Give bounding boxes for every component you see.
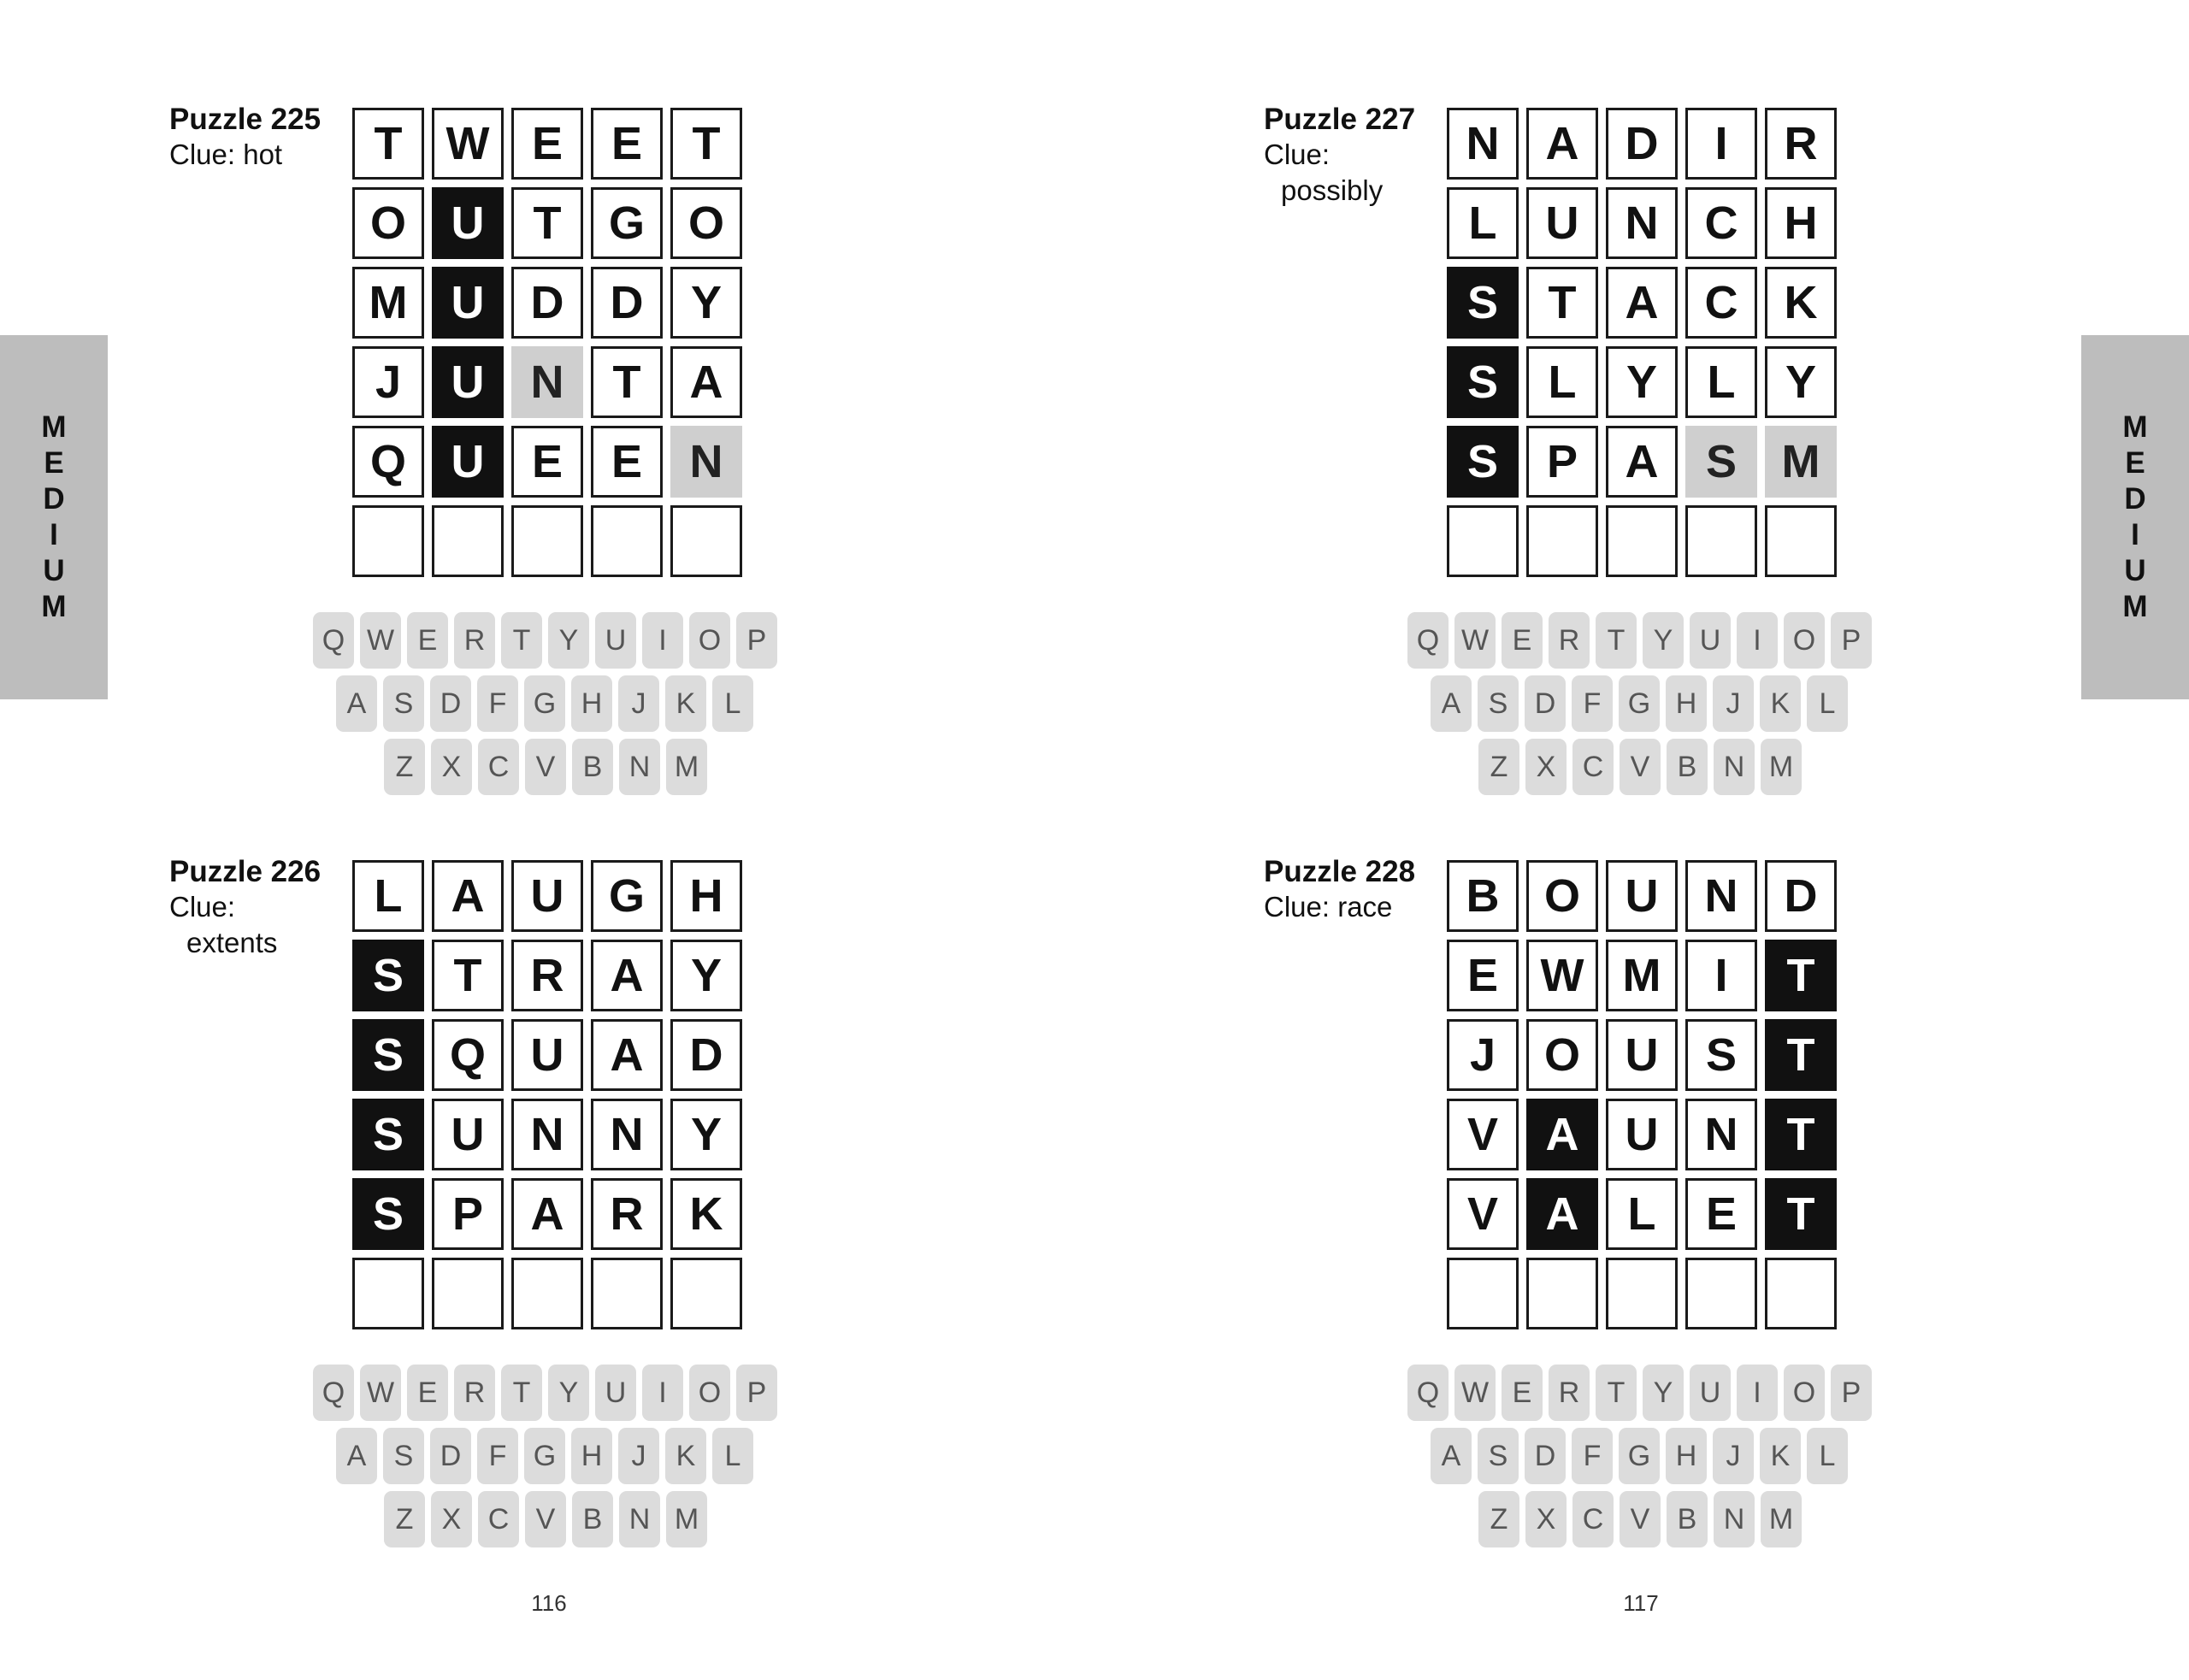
keyboard-key: Q [313, 612, 354, 669]
puzzle-title: Puzzle 227 [1264, 103, 1416, 136]
letter-tile: N [511, 346, 583, 418]
puzzle-clue [1264, 889, 1435, 925]
keyboard-key: L [712, 1428, 753, 1484]
letter-tile [1447, 505, 1519, 577]
guess-row [1447, 187, 1840, 267]
keyboard-key: J [618, 1428, 659, 1484]
puzzle-block [168, 853, 835, 1606]
letter-tile: R [591, 1178, 663, 1250]
letter-grid [1447, 108, 1840, 585]
keyboard-key: X [1525, 739, 1567, 795]
keyboard-key: F [477, 1428, 518, 1484]
page-number-right: 117 [1623, 1590, 1659, 1616]
puzzle-clue [169, 889, 340, 961]
letter-tile: Y [1765, 346, 1837, 418]
keyboard-key: X [431, 1491, 472, 1547]
letter-grid [352, 108, 746, 585]
side-tab-letter: E [44, 446, 64, 480]
puzzle-block [1262, 853, 1929, 1606]
letter-tile: L [1606, 1178, 1678, 1250]
keyboard-key: E [1502, 1365, 1543, 1421]
keyboard-key: V [1620, 1491, 1661, 1547]
keyboard-key: T [1596, 612, 1637, 669]
keyboard-key: I [1737, 1365, 1778, 1421]
letter-tile: T [432, 940, 504, 1011]
letter-tile: G [591, 860, 663, 932]
guess-row [1447, 1019, 1840, 1099]
keyboard-key: T [501, 612, 542, 669]
keyboard-key: P [736, 1365, 777, 1421]
letter-tile: U [432, 346, 504, 418]
keyboard-key: Z [1478, 1491, 1519, 1547]
letter-tile: N [1685, 1099, 1757, 1170]
keyboard-key: Q [313, 1365, 354, 1421]
letter-tile: B [1447, 860, 1519, 932]
letter-tile [1526, 505, 1598, 577]
keyboard-key: C [478, 739, 519, 795]
letter-tile: O [352, 187, 424, 259]
keyboard-key: T [501, 1365, 542, 1421]
keyboard-key: O [689, 1365, 730, 1421]
letter-tile: H [670, 860, 742, 932]
letter-tile: A [1526, 1099, 1598, 1170]
puzzle-title: Puzzle 228 [1264, 855, 1416, 888]
letter-tile: U [432, 426, 504, 498]
keyboard-key: W [360, 1365, 401, 1421]
puzzle-clue [1264, 137, 1435, 209]
keyboard-key: M [1761, 1491, 1802, 1547]
keyboard-key: O [1784, 1365, 1825, 1421]
keyboard-key: E [407, 612, 448, 669]
letter-tile: T [670, 108, 742, 180]
keyboard-key: K [1760, 675, 1801, 732]
letter-tile [670, 1258, 742, 1329]
keyboard-key: H [1666, 675, 1707, 732]
keyboard-key: S [383, 675, 424, 732]
letter-tile [1447, 1258, 1519, 1329]
letter-tile: D [1765, 860, 1837, 932]
keyboard-key: J [1713, 675, 1754, 732]
letter-tile: L [1526, 346, 1598, 418]
keyboard-key: O [1784, 612, 1825, 669]
keyboard-key: A [336, 1428, 377, 1484]
keyboard-key: A [336, 675, 377, 732]
letter-tile: U [511, 860, 583, 932]
keyboard-key: A [1431, 675, 1472, 732]
guess-row [1447, 1099, 1840, 1178]
keyboard-key: F [1572, 1428, 1613, 1484]
clue-label: Clue: [1264, 139, 1331, 170]
keyboard-key: O [689, 612, 730, 669]
letter-tile [591, 505, 663, 577]
letter-tile: A [1526, 108, 1598, 180]
guess-row [1447, 426, 1840, 505]
keyboard-key: Y [1643, 1365, 1684, 1421]
letter-tile: A [591, 940, 663, 1011]
clue-answer: hot [243, 139, 283, 170]
letter-tile: W [432, 108, 504, 180]
keyboard-key: S [1478, 1428, 1519, 1484]
side-tab-letter: I [2131, 518, 2139, 551]
letter-tile: S [1685, 1019, 1757, 1091]
letter-tile: D [511, 267, 583, 339]
side-tab-letter: D [43, 482, 65, 516]
clue-label: Clue: [1264, 891, 1331, 923]
keyboard-key: Z [384, 1491, 425, 1547]
letter-tile [1606, 505, 1678, 577]
difficulty-side-tab-right [2081, 335, 2189, 699]
letter-tile [352, 1258, 424, 1329]
keyboard-key: D [1525, 675, 1566, 732]
letter-tile: M [1765, 426, 1837, 498]
letter-tile: N [511, 1099, 583, 1170]
keyboard-key: R [1549, 612, 1590, 669]
keyboard-key: B [1667, 739, 1708, 795]
keyboard-key: N [619, 1491, 660, 1547]
keyboard-key: L [712, 675, 753, 732]
letter-tile [432, 1258, 504, 1329]
keyboard-key: L [1807, 675, 1848, 732]
letter-tile: T [1765, 1099, 1837, 1170]
letter-tile: C [1685, 187, 1757, 259]
letter-tile: Y [670, 1099, 742, 1170]
keyboard-key: W [1454, 612, 1496, 669]
guess-row [352, 1258, 746, 1337]
letter-tile: L [1685, 346, 1757, 418]
keyboard-key: D [430, 1428, 471, 1484]
letter-tile: A [511, 1178, 583, 1250]
letter-tile [1606, 1258, 1678, 1329]
letter-tile: D [591, 267, 663, 339]
letter-tile: T [591, 346, 663, 418]
difficulty-side-tab-left [0, 335, 108, 699]
letter-tile: C [1685, 267, 1757, 339]
letter-tile: S [1447, 267, 1519, 339]
side-tab-letter: M [41, 590, 67, 623]
guess-row [1447, 1178, 1840, 1258]
keyboard-key: J [618, 675, 659, 732]
keyboard-key: V [525, 739, 566, 795]
letter-tile: J [352, 346, 424, 418]
letter-tile: S [352, 940, 424, 1011]
letter-tile: O [1526, 860, 1598, 932]
keyboard-key: B [572, 1491, 613, 1547]
letter-tile: V [1447, 1178, 1519, 1250]
side-tab-letter: U [43, 554, 65, 587]
guess-row [352, 346, 746, 426]
keyboard-key: P [1831, 612, 1872, 669]
letter-tile: U [1606, 1099, 1678, 1170]
keyboard-key: F [1572, 675, 1613, 732]
letter-tile: D [670, 1019, 742, 1091]
letter-tile: E [1447, 940, 1519, 1011]
keyboard-key: X [431, 739, 472, 795]
letter-tile: K [670, 1178, 742, 1250]
keyboard-key: L [1807, 1428, 1848, 1484]
letter-tile: A [1606, 267, 1678, 339]
keyboard-key: S [1478, 675, 1519, 732]
guess-row [352, 187, 746, 267]
letter-tile: Q [352, 426, 424, 498]
puzzle-title: Puzzle 226 [169, 855, 322, 888]
keyboard-key: G [1619, 1428, 1660, 1484]
keyboard-key: X [1525, 1491, 1567, 1547]
keyboard-key: H [571, 675, 612, 732]
guess-row [352, 108, 746, 187]
keyboard-key: Q [1407, 1365, 1449, 1421]
letter-tile: A [1606, 426, 1678, 498]
guess-row [352, 426, 746, 505]
letter-tile: P [1526, 426, 1598, 498]
keyboard-key: N [619, 739, 660, 795]
letter-tile: M [352, 267, 424, 339]
keyboard-key: K [1760, 1428, 1801, 1484]
keyboard-key: D [1525, 1428, 1566, 1484]
letter-tile: E [511, 426, 583, 498]
letter-tile: R [1765, 108, 1837, 180]
keyboard-key: B [572, 739, 613, 795]
letter-tile: U [511, 1019, 583, 1091]
keyboard-key: I [642, 1365, 683, 1421]
letter-tile: H [1765, 187, 1837, 259]
keyboard-key: W [1454, 1365, 1496, 1421]
letter-tile: T [1526, 267, 1598, 339]
keyboard-key: E [1502, 612, 1543, 669]
letter-tile: U [1606, 1019, 1678, 1091]
keyboard-key: C [1572, 739, 1614, 795]
letter-tile [511, 505, 583, 577]
letter-tile: S [1685, 426, 1757, 498]
letter-tile: T [1765, 1178, 1837, 1250]
letter-tile: D [1606, 108, 1678, 180]
keyboard-key: W [360, 612, 401, 669]
keyboard-key: M [666, 1491, 707, 1547]
letter-tile: O [670, 187, 742, 259]
letter-tile: A [670, 346, 742, 418]
clue-answer: extents [186, 927, 278, 958]
keyboard-key: D [430, 675, 471, 732]
keyboard-key: U [1690, 612, 1731, 669]
keyboard-key: G [524, 675, 565, 732]
letter-tile: S [352, 1019, 424, 1091]
letter-tile: I [1685, 940, 1757, 1011]
letter-tile: A [1526, 1178, 1598, 1250]
side-tab-letter: D [2124, 482, 2146, 516]
letter-tile: T [1765, 1019, 1837, 1091]
keyboard-key: U [595, 612, 636, 669]
letter-tile: K [1765, 267, 1837, 339]
letter-tile [591, 1258, 663, 1329]
page-number-left: 116 [531, 1590, 567, 1616]
letter-tile [1685, 505, 1757, 577]
keyboard-key: P [736, 612, 777, 669]
keyboard-key: G [524, 1428, 565, 1484]
puzzle-block [168, 101, 835, 853]
letter-tile: T [511, 187, 583, 259]
keyboard-key: P [1831, 1365, 1872, 1421]
keyboard-key: S [383, 1428, 424, 1484]
keyboard-key: A [1431, 1428, 1472, 1484]
puzzle-block [1262, 101, 1929, 853]
letter-tile: L [1447, 187, 1519, 259]
keyboard-key: U [595, 1365, 636, 1421]
letter-tile: T [352, 108, 424, 180]
letter-tile [1765, 1258, 1837, 1329]
letter-tile [1526, 1258, 1598, 1329]
clue-answer: race [1337, 891, 1393, 923]
guess-row [352, 1019, 746, 1099]
letter-tile: U [1606, 860, 1678, 932]
letter-tile: A [591, 1019, 663, 1091]
guess-row [352, 267, 746, 346]
keyboard-key: E [407, 1365, 448, 1421]
letter-tile: R [511, 940, 583, 1011]
letter-tile: A [432, 860, 504, 932]
letter-tile: S [1447, 426, 1519, 498]
keyboard-key: V [1620, 739, 1661, 795]
keyboard-key: R [454, 612, 495, 669]
letter-tile: V [1447, 1099, 1519, 1170]
keyboard-key: C [1572, 1491, 1614, 1547]
side-tab-letter: E [2125, 446, 2145, 480]
keyboard-key: V [525, 1491, 566, 1547]
clue-answer: possibly [1281, 174, 1384, 206]
letter-tile: U [432, 187, 504, 259]
side-tab-letter: M [41, 410, 67, 444]
letter-tile [1685, 1258, 1757, 1329]
guess-row [1447, 940, 1840, 1019]
side-tab-letter: M [2122, 410, 2148, 444]
keyboard-key: H [1666, 1428, 1707, 1484]
guess-row [352, 1099, 746, 1178]
keyboard-key: Z [384, 739, 425, 795]
keyboard-key: R [454, 1365, 495, 1421]
letter-tile: S [352, 1178, 424, 1250]
letter-grid [352, 860, 746, 1337]
clue-label: Clue: [169, 891, 236, 923]
guess-row [1447, 267, 1840, 346]
keyboard-key: I [642, 612, 683, 669]
letter-tile [670, 505, 742, 577]
keyboard-key: C [478, 1491, 519, 1547]
keyboard-key: J [1713, 1428, 1754, 1484]
letter-tile [352, 505, 424, 577]
keyboard-key: Q [1407, 612, 1449, 669]
keyboard-key: N [1714, 739, 1755, 795]
keyboard-key: R [1549, 1365, 1590, 1421]
guess-row [1447, 860, 1840, 940]
keyboard-key: T [1596, 1365, 1637, 1421]
guess-row [1447, 1258, 1840, 1337]
keyboard-key: K [665, 675, 706, 732]
letter-tile [511, 1258, 583, 1329]
keyboard-key: Y [548, 612, 589, 669]
guess-row [1447, 346, 1840, 426]
guess-row [352, 505, 746, 585]
letter-tile: N [591, 1099, 663, 1170]
letter-tile: G [591, 187, 663, 259]
letter-tile: N [1447, 108, 1519, 180]
letter-tile [1765, 505, 1837, 577]
clue-label: Clue: [169, 139, 236, 170]
side-tab-letter: I [50, 518, 58, 551]
keyboard-key: Y [548, 1365, 589, 1421]
guess-row [1447, 505, 1840, 585]
letter-tile: N [670, 426, 742, 498]
guess-row [1447, 108, 1840, 187]
guess-row [352, 1178, 746, 1258]
letter-tile: N [1685, 860, 1757, 932]
letter-tile: M [1606, 940, 1678, 1011]
puzzle-title: Puzzle 225 [169, 103, 322, 136]
letter-tile: Y [1606, 346, 1678, 418]
letter-tile: L [352, 860, 424, 932]
keyboard-key: K [665, 1428, 706, 1484]
keyboard-key: M [666, 739, 707, 795]
keyboard-key: H [571, 1428, 612, 1484]
letter-grid [1447, 860, 1840, 1337]
letter-tile: U [432, 1099, 504, 1170]
keyboard-key: G [1619, 675, 1660, 732]
guess-row [352, 860, 746, 940]
letter-tile: U [1526, 187, 1598, 259]
letter-tile: Y [670, 940, 742, 1011]
puzzle-clue [169, 137, 340, 173]
keyboard-key: I [1737, 612, 1778, 669]
keyboard-key: F [477, 675, 518, 732]
letter-tile: E [591, 426, 663, 498]
letter-tile: Y [670, 267, 742, 339]
letter-tile: W [1526, 940, 1598, 1011]
letter-tile: E [511, 108, 583, 180]
letter-tile: Q [432, 1019, 504, 1091]
keyboard-key: N [1714, 1491, 1755, 1547]
letter-tile [432, 505, 504, 577]
guess-row [352, 940, 746, 1019]
side-tab-letter: M [2122, 590, 2148, 623]
keyboard-key: M [1761, 739, 1802, 795]
letter-tile: U [432, 267, 504, 339]
letter-tile: P [432, 1178, 504, 1250]
keyboard-key: U [1690, 1365, 1731, 1421]
letter-tile: T [1765, 940, 1837, 1011]
letter-tile: J [1447, 1019, 1519, 1091]
keyboard-key: B [1667, 1491, 1708, 1547]
letter-tile: N [1606, 187, 1678, 259]
letter-tile: S [1447, 346, 1519, 418]
letter-tile: I [1685, 108, 1757, 180]
letter-tile: E [1685, 1178, 1757, 1250]
letter-tile: O [1526, 1019, 1598, 1091]
side-tab-letter: U [2124, 554, 2146, 587]
keyboard-key: Z [1478, 739, 1519, 795]
letter-tile: S [352, 1099, 424, 1170]
keyboard-key: Y [1643, 612, 1684, 669]
letter-tile: E [591, 108, 663, 180]
